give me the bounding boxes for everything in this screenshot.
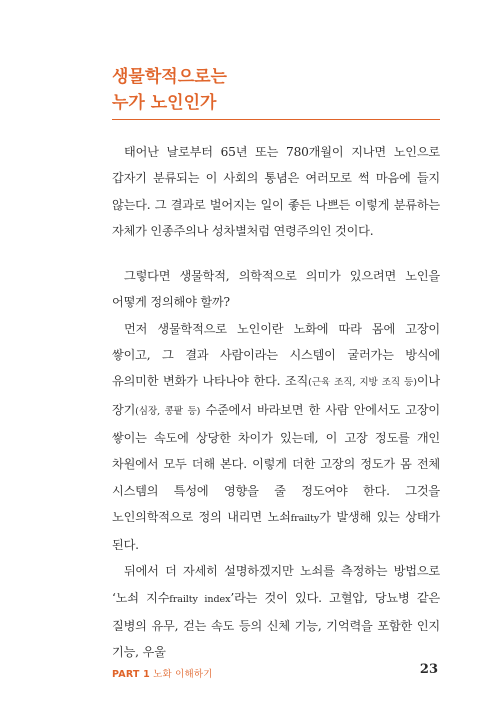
chapter-title xyxy=(112,64,442,116)
paragraph-4-part-a: 뒤에서 더 자세히 설명하겠지만 노쇠를 측정하는 방법으로 ‘노쇠 지수 xyxy=(112,564,440,605)
paragraph-3-part-a: 먼저 생물학적으로 노인이란 노화에 따라 몸에 고장이 쌓이고, 그 결과 사람이라는 시스템이 굴러가는 방식에 유의미한 변화가 나타나야 한다. 조직 xyxy=(112,321,440,389)
running-footer xyxy=(112,666,213,680)
paragraph-4 xyxy=(112,558,440,665)
paragraph-1: 태어난 날로부터 65년 또는 780개월이 지나면 노인으로 갑자기 분류되는 이 사회의 통념은 여러모로 썩 마음에 들지 않는다. 그 결과로 벌어지는 일이 좋든 나쁘든 이렇게 분류하는 자체가 인종주의나 성차별처럼 연령주의인 것이다. xyxy=(112,145,440,238)
paragraph-4-term: frailty index xyxy=(169,593,231,605)
paragraph-3-part-d: 가 발생해 있는 상태가 된다. xyxy=(112,509,440,553)
paragraph-3-term: frailty xyxy=(290,512,320,524)
footer-section-label: 노화 이해하기 xyxy=(153,669,213,680)
page-number: 23 xyxy=(419,662,438,677)
chapter-title-line1: 생물학적으로는 xyxy=(112,67,227,87)
paragraph-3-paren-1: (근육 조직, 지방 조직 등) xyxy=(308,377,417,389)
title-divider xyxy=(112,119,440,120)
footer-part-label: PART 1 xyxy=(112,669,150,680)
paragraph-3 xyxy=(112,316,440,559)
paragraph-2: 그렇다면 생물학적, 의학적으로 의미가 있으려면 노인을 어떻게 정의해야 할까? xyxy=(112,269,440,310)
paragraph-3-part-c: 수준에서 바라보면 한 사람 안에서도 고장이 쌓이는 속도에 상당한 차이가 있는데, 이 고장 정도를 개인 차원에서 모두 더해 본다. 이렇게 더한 고장의 정도가 몸 전체 시스템의 특성에 영향을 줄 정도여야 한다. 그것을 노인의학적으로 정의 내리면 노쇠 xyxy=(112,402,440,524)
paragraph-3-paren-2: (심장, 콩팥 등) xyxy=(135,405,201,417)
paragraph-4-part-b: ’라는 것이 있다. 고혈압, 당뇨병 같은 질병의 유무, 걷는 속도 등의 신체 기능, 기억력을 포함한 인지 기능, 우울 xyxy=(112,590,441,660)
chapter-title-line2: 누가 노인인가 xyxy=(112,93,217,113)
paragraph-3-part-b: 이나 장기 xyxy=(112,374,441,417)
body-text xyxy=(112,139,440,666)
